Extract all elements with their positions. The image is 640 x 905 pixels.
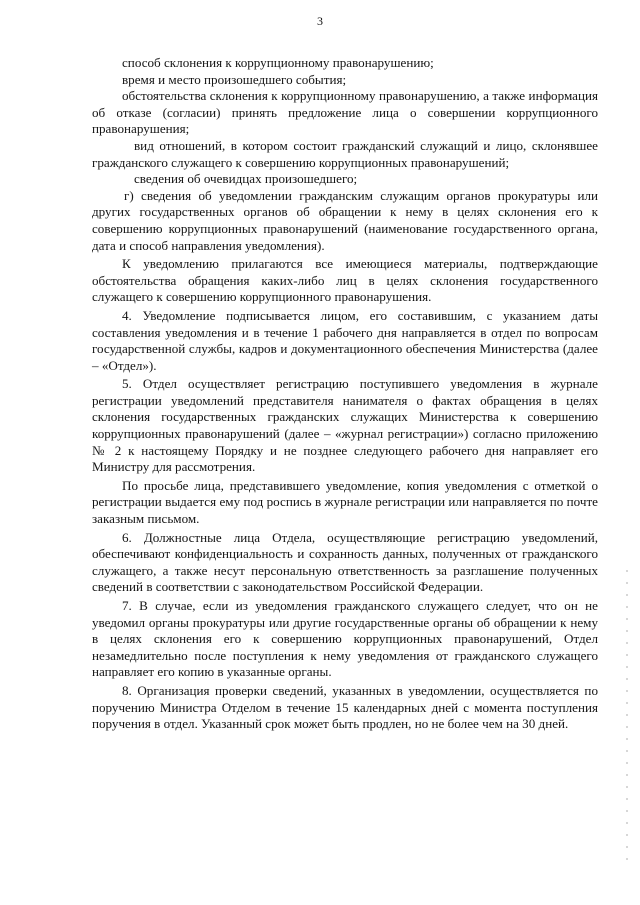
- paragraph-method: способ склонения к коррупционному правонарушению;: [122, 55, 434, 70]
- paragraph-time-place: время и место произошедшего события;: [122, 71, 347, 87]
- paragraph-item-g: г) сведения об уведомлении гражданским служащим органов прокуратуры или других государственных органов об обращении к нему в целях склонения его к совершению коррупционных правонарушений (наименование государственного органа, дата и способ направления уведомления).: [92, 187, 598, 253]
- paragraph-copy-request: По просьбе лица, представившего уведомление, копия уведомления с отметкой о регистрации выдается ему под роспись в журнале регистрации или направляется по почте заказным письмом.: [92, 477, 598, 527]
- paragraph-attachments: К уведомлению прилагаются все имеющиеся материалы, подтверждающие обстоятельства обращения каких-либо лиц в целях склонения государственного служащего к совершению коррупционного правонарушения.: [92, 256, 598, 305]
- paragraph-section-7: 7. В случае, если из уведомления гражданского служащего следует, что он не уведомил органы прокуратуры или другие государственные органы об обращении к нему в целях склонения его к совершению коррупционных правонарушений, Отдел незамедлительно после поступления к нему уведомления от гражданского служащего направляет его копию в указанные органы.: [92, 598, 598, 680]
- paragraph-section-4: 4. Уведомление подписывается лицом, его составившим, с указанием даты составления уведомления и в течение 1 рабочего дня направляется в отдел по вопросам государственной службы, кадров и документационного обеспечения Министерства (далее – «Отдел»).: [92, 307, 598, 373]
- paragraph-circumstances: обстоятельства склонения к коррупционному правонарушению, а также информация об отказе (согласии) принять предложение лица о совершении коррупционного правонарушения;: [92, 88, 598, 137]
- paragraph-relationship: вид отношений, в котором состоит гражданский служащий и лицо, склонявшее гражданского служащего к совершению коррупционных правонарушений;: [92, 137, 598, 170]
- scan-edge-marks: [626, 560, 628, 860]
- page-number: 3: [317, 14, 323, 28]
- paragraph-section-5: 5. Отдел осуществляет регистрацию поступившего уведомления в журнале регистрации уведомлений представителя нанимателя о фактах обращения в целях склонения государственных гражданских служащих Министерства к совершению коррупционных правонарушений (далее – «журнал регистрации») согласно приложению № 2 к настоящему Порядку и не позднее следующего рабочего дня направляет его Министру для рассмотрения.: [92, 376, 598, 475]
- paragraph-section-6: 6. Должностные лица Отдела, осуществляющие регистрацию уведомлений, обеспечивают конфиденциальность и сохранность данных, полученных от гражданского служащего, а также несут персональную ответственность за разглашение полученных сведений в соответствии с законодательством Российской Федерации.: [92, 529, 598, 595]
- paragraph-section-8: 8. Организация проверки сведений, указанных в уведомлении, осуществляется по поручению Министра Отделом в течение 15 календарных дней с момента поступления поручения в отдел. Указанный срок может быть продлен, но не более чем на 30 дней.: [92, 682, 598, 732]
- paragraph-witnesses: сведения об очевидцах произошедшего;: [134, 171, 358, 187]
- document-body: [92, 55, 598, 733]
